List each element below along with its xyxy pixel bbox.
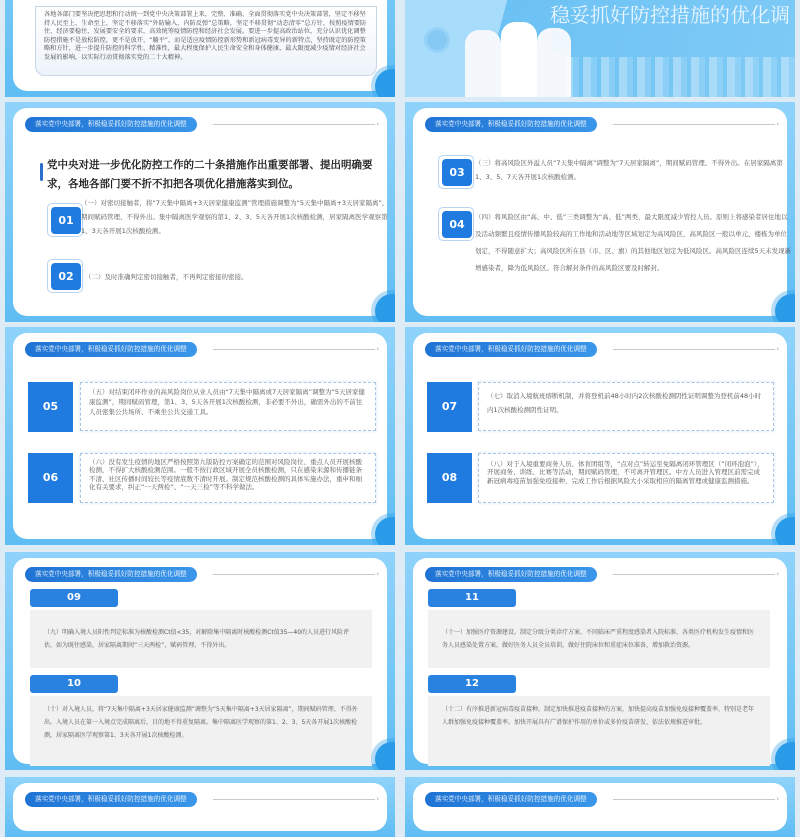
slide-cover[interactable] — [405, 0, 795, 97]
item-text: （五）对结束闭环作业的高风险岗位从业人员由“7天集中隔离或7天居家隔离”调整为“5天居家健康监测”，期间赋码管理，第1、3、5天各开展1次核酸检测，非必要不外出，确需外出的不前往人员密集公共场所、不乘坐公共交通工具。 — [89, 388, 366, 416]
item-text: （十一）加强医疗资源建设。制定分级分类诊疗方案、不同临床严重程度感染者入院标准、各类医疗机构发生疫情和医务人员感染处置方案，做好医务人员全员培训，做好住院床位和重症床位准备，增加救治资源。 — [442, 629, 755, 649]
virus-icon — [427, 30, 447, 50]
item-textbox — [30, 696, 372, 766]
arrow-icon: › — [776, 345, 779, 353]
item-number: 08 — [427, 453, 472, 503]
intro-text: 各地各部门要坚决把思想和行动统一到党中央决策部署上来，完整、准确、全面贯彻落实党中央决策部署，坚定不移坚持人民至上、生命至上，坚定不移落实“外防输入、内防反弹”总策略，坚定不移贯彻“动态清零”总方针，按照疫情要防住、经济要稳住、发展要安全的要求，高效统筹疫情防控和经济社会发展。要进一步提高政治站位，充分认识优化调整防控措施不是放松防控，更不是放开、“躺平”，而是适应疫情防控新形势和新冠病毒变异的新特点，坚持既定的防控策略和方针，进一步提升防控的科学性、精准性，最大程度保护人民生命安全和身体健康，最大限度减少疫情对经济社会发展的影响，以实际行动贯彻落实党的二十大精神。 — [44, 11, 367, 61]
item-text: （十）对入境人员，将“7天集中隔离+3天居家健康监测”调整为“5天集中隔离+3天居家隔离”，期间赋码管理、不得外出。入境人员在第一入境点完成隔离后，目的地不得重复隔离。集中隔离医学观察的第1、2、3、5天各开展1次核酸检测，居家隔离医学观察第1、3天各开展1次核酸检测。 — [44, 706, 358, 739]
header-divider — [213, 574, 375, 575]
slide-card — [13, 558, 387, 764]
accent-bar — [40, 163, 43, 181]
arrow-icon: › — [776, 795, 779, 803]
header-divider — [613, 349, 775, 350]
item-number: 02 — [51, 263, 81, 290]
item-textbox — [478, 453, 774, 503]
item-text: （四）将风险区由“高、中、低”三类调整为“高、低”两类，最大限度减少管控人员。原则上将感染者居住地以及活动频繁且疫情传播风险较高的工作地和活动地等区域划定为高风险区，高风险区一般以单元、楼栋为单位划定，不得随意扩大；高风险区所在县（市、区、旗）的其他地区划定为低风险区。高风险区连续5天未发现新增感染者，降为低风险区。符合解封条件的高风险区要及时解封。 — [475, 213, 792, 272]
item-number: 09 — [30, 589, 118, 607]
item-number: 01 — [51, 207, 81, 234]
item-text: （八）对于入境重要商务人员、体育团组等，“点对点”转运至免隔离闭环管理区（“闭环泡泡”），开展商务、训练、比赛等活动，期间赋码管理，不可离开管理区。中方人员进入管理区前需完成新冠病毒疫苗加强免疫接种，完成工作后根据风险大小采取相应的隔离管理或健康监测措施。 — [487, 460, 764, 485]
city-skyline — [565, 57, 795, 97]
item-textbox — [80, 453, 376, 503]
header-divider — [613, 574, 775, 575]
header-pill: 落实党中央部署，积极稳妥抓好防控措施的优化调整 — [425, 342, 597, 357]
item-textbox — [428, 610, 770, 668]
slide-card — [13, 783, 387, 831]
slide-next-right[interactable] — [405, 777, 795, 837]
slide-01-02[interactable] — [5, 102, 395, 322]
slide-11-12[interactable] — [405, 552, 795, 770]
item-textbox — [428, 696, 770, 766]
slide-05-06[interactable] — [5, 327, 395, 545]
item-textbox — [478, 382, 774, 431]
slide-card — [413, 108, 792, 316]
arrow-icon: › — [376, 570, 379, 578]
header-pill: 落实党中央部署，积极稳妥抓好防控措施的优化调整 — [25, 567, 197, 582]
header-pill: 落实党中央部署，积极稳妥抓好防控措施的优化调整 — [25, 792, 197, 807]
header-pill: 落实党中央部署，积极稳妥抓好防控措施的优化调整 — [25, 342, 197, 357]
arrow-icon: › — [776, 570, 779, 578]
slide-card — [413, 333, 787, 539]
slide-09-10[interactable] — [5, 552, 395, 770]
item-number: 11 — [428, 589, 516, 607]
item-number: 10 — [30, 675, 118, 693]
header-pill: 落实党中央部署，积极稳妥抓好防控措施的优化调整 — [425, 792, 597, 807]
header-pill: 落实党中央部署，积极稳妥抓好防控措施的优化调整 — [25, 117, 197, 132]
slide-intro[interactable] — [5, 0, 395, 97]
cover-title: 稳妥抓好防控措施的优化调整 — [550, 3, 790, 54]
slide-card — [13, 108, 387, 316]
slide-card — [413, 783, 787, 831]
slide-07-08[interactable] — [405, 327, 795, 545]
item-textbox — [80, 382, 376, 431]
item-number: 05 — [28, 382, 73, 432]
arrow-icon: › — [776, 120, 779, 128]
slide-card — [13, 0, 387, 91]
intro-textbox — [35, 6, 377, 76]
slide-card — [413, 558, 787, 764]
item-number: 03 — [442, 159, 472, 186]
item-text: （三）将高风险区外溢人员“7天集中隔离”调整为“7天居家隔离”，期间赋码管理、不得外出。在居家隔离第1、3、5、7天各开展1次核酸检测。 — [475, 159, 783, 181]
header-divider — [613, 124, 775, 125]
arrow-icon: › — [376, 795, 379, 803]
item-text: （一）对密切接触者，将“7天集中隔离+3天居家健康监测”管理措施调整为“5天集中隔离+3天居家隔离”，期间赋码管理、不得外出。集中隔离医学观察的第1、2、3、5天各开展1次核酸检测，居家隔离医学观察第1、3天各开展1次核酸检测。 — [81, 199, 389, 235]
slide-next-left[interactable] — [5, 777, 395, 837]
slide-heading: 党中央对进一步优化防控工作的二十条措施作出重要部署、提出明确要求，各地各部门要不折不扣把各项优化措施落实到位。 — [47, 159, 373, 190]
slide-card — [13, 333, 387, 539]
header-pill: 落实党中央部署，积极稳妥抓好防控措施的优化调整 — [425, 567, 597, 582]
header-divider — [213, 349, 375, 350]
item-text: （九）明确入境人员阳性判定标准为核酸检测Ct值<35，对解除集中隔离时核酸检测Ct值35—40的人员进行风险评估，如为既往感染，居家隔离期间“三天两检”，赋码管理、不得外出。 — [44, 629, 350, 649]
item-text: （十二）有序推进新冠病毒疫苗接种。制定加快推进疫苗接种的方案，加快提高疫苗加强免疫接种覆盖率，特别是老年人群加强免疫接种覆盖率。加快开展具有广谱保护作用的单价或多价疫苗研发，依法依规推进审批。 — [442, 706, 755, 726]
item-number: 12 — [428, 675, 516, 693]
header-divider — [213, 124, 375, 125]
arrow-icon: › — [376, 345, 379, 353]
item-number: 06 — [28, 453, 73, 503]
item-text: （七）取消入境航班熔断机制，并将登机前48小时内2次核酸检测阴性证明调整为登机前48小时内1次核酸检测阴性证明。 — [487, 392, 762, 414]
item-number: 07 — [427, 382, 472, 432]
item-text: （二）及时准确判定密切接触者，不再判定密接的密接。 — [85, 273, 248, 281]
header-pill: 落实党中央部署，积极稳妥抓好防控措施的优化调整 — [425, 117, 597, 132]
arrow-icon: › — [376, 120, 379, 128]
slide-03-04[interactable] — [405, 102, 795, 322]
item-text: （六）没有发生疫情的地区严格按照第九版防控方案确定的范围对风险岗位、重点人员开展核酸检测，不得扩大核酸检测范围。一般不按行政区域开展全员核酸检测，只在感染来源和传播链条不清、社区传播时间较长等疫情底数不清时开展。制定规范核酸检测的具体实施办法，重申和细化有关要求，纠正“一天两检”、“一天三检”等不科学做法。 — [89, 458, 362, 491]
item-textbox — [30, 610, 372, 668]
item-number: 04 — [442, 211, 472, 238]
